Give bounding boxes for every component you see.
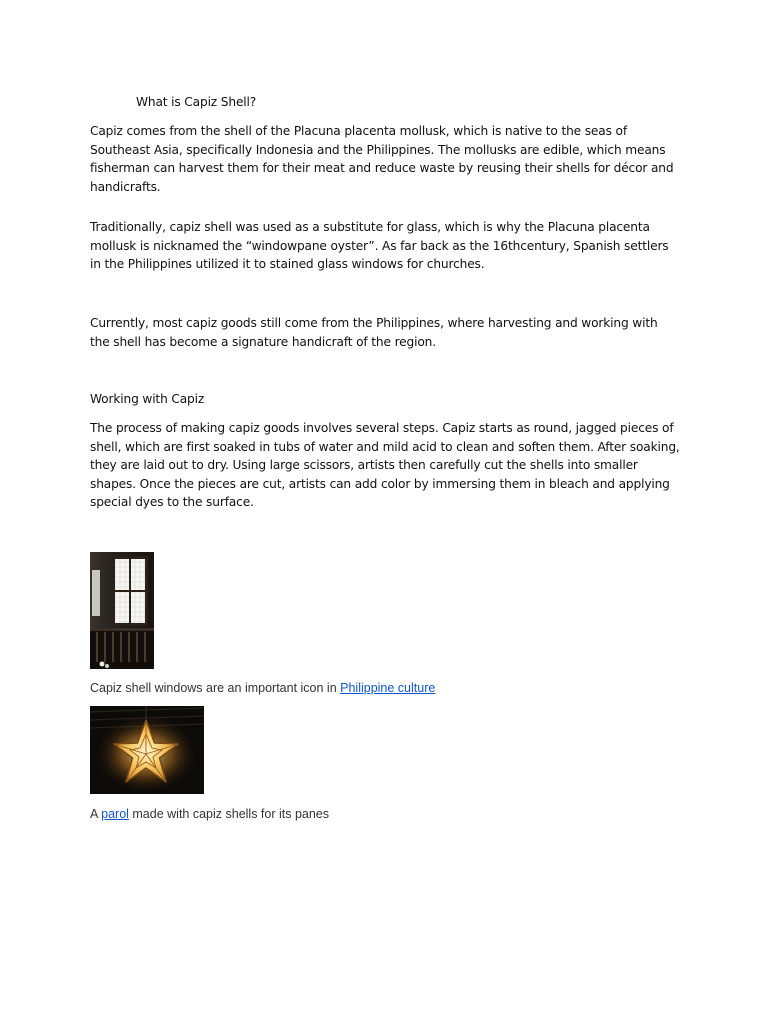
caption-parol-suffix: made with capiz shells for its panes: [128, 807, 330, 821]
parol-star-illustration: [90, 706, 204, 794]
parol-link[interactable]: parol: [101, 807, 129, 821]
paragraph-origin: Capiz comes from the shell of the Placuna placenta mollusk, which is native to the seas of Southeast Asia, specifically Indonesia and the Philippines. The mollusks are edible, which means fisherman can harvest them for their meat and reduce waste by reusing their shells for décor and handicrafts.: [90, 124, 674, 194]
paragraph-current: Currently, most capiz goods still come from the Philippines, where harvesting and working with the shell has become a signature handicraft of the region.: [90, 316, 658, 349]
caption-parol-prefix: A: [90, 807, 102, 821]
parol-lantern-photo: [90, 706, 204, 794]
paragraph-process: The process of making capiz goods involves several steps. Capiz starts as round, jagged pieces of shell, which are first soaked in tubs of water and mild acid to clean and soften them. After soaking, they are laid out to dry. Using large scissors, artists then carefully cut the shells into smaller shapes. Once the pieces are cut, artists can add color by immersing them in bleach and applying special dyes to the surface.: [90, 421, 680, 510]
capiz-windows-photo: [90, 552, 154, 669]
caption-windows: [90, 680, 435, 696]
caption-parol: [90, 806, 329, 822]
caption-windows-text: Capiz shell windows are an important icon in: [90, 681, 341, 695]
capiz-windows-illustration: [90, 552, 154, 669]
paragraph-history: Traditionally, capiz shell was used as a substitute for glass, which is why the Placuna placenta mollusk is nicknamed the “windowpane oyster”. As far back as the 16thcentury, Spanish settlers in the Philippines utilized it to stained glass windows for churches.: [90, 220, 669, 272]
page-title: What is Capiz Shell?: [136, 95, 257, 109]
section-heading-working: Working with Capiz: [90, 392, 205, 406]
philippine-culture-link[interactable]: Philippine culture: [340, 681, 436, 695]
